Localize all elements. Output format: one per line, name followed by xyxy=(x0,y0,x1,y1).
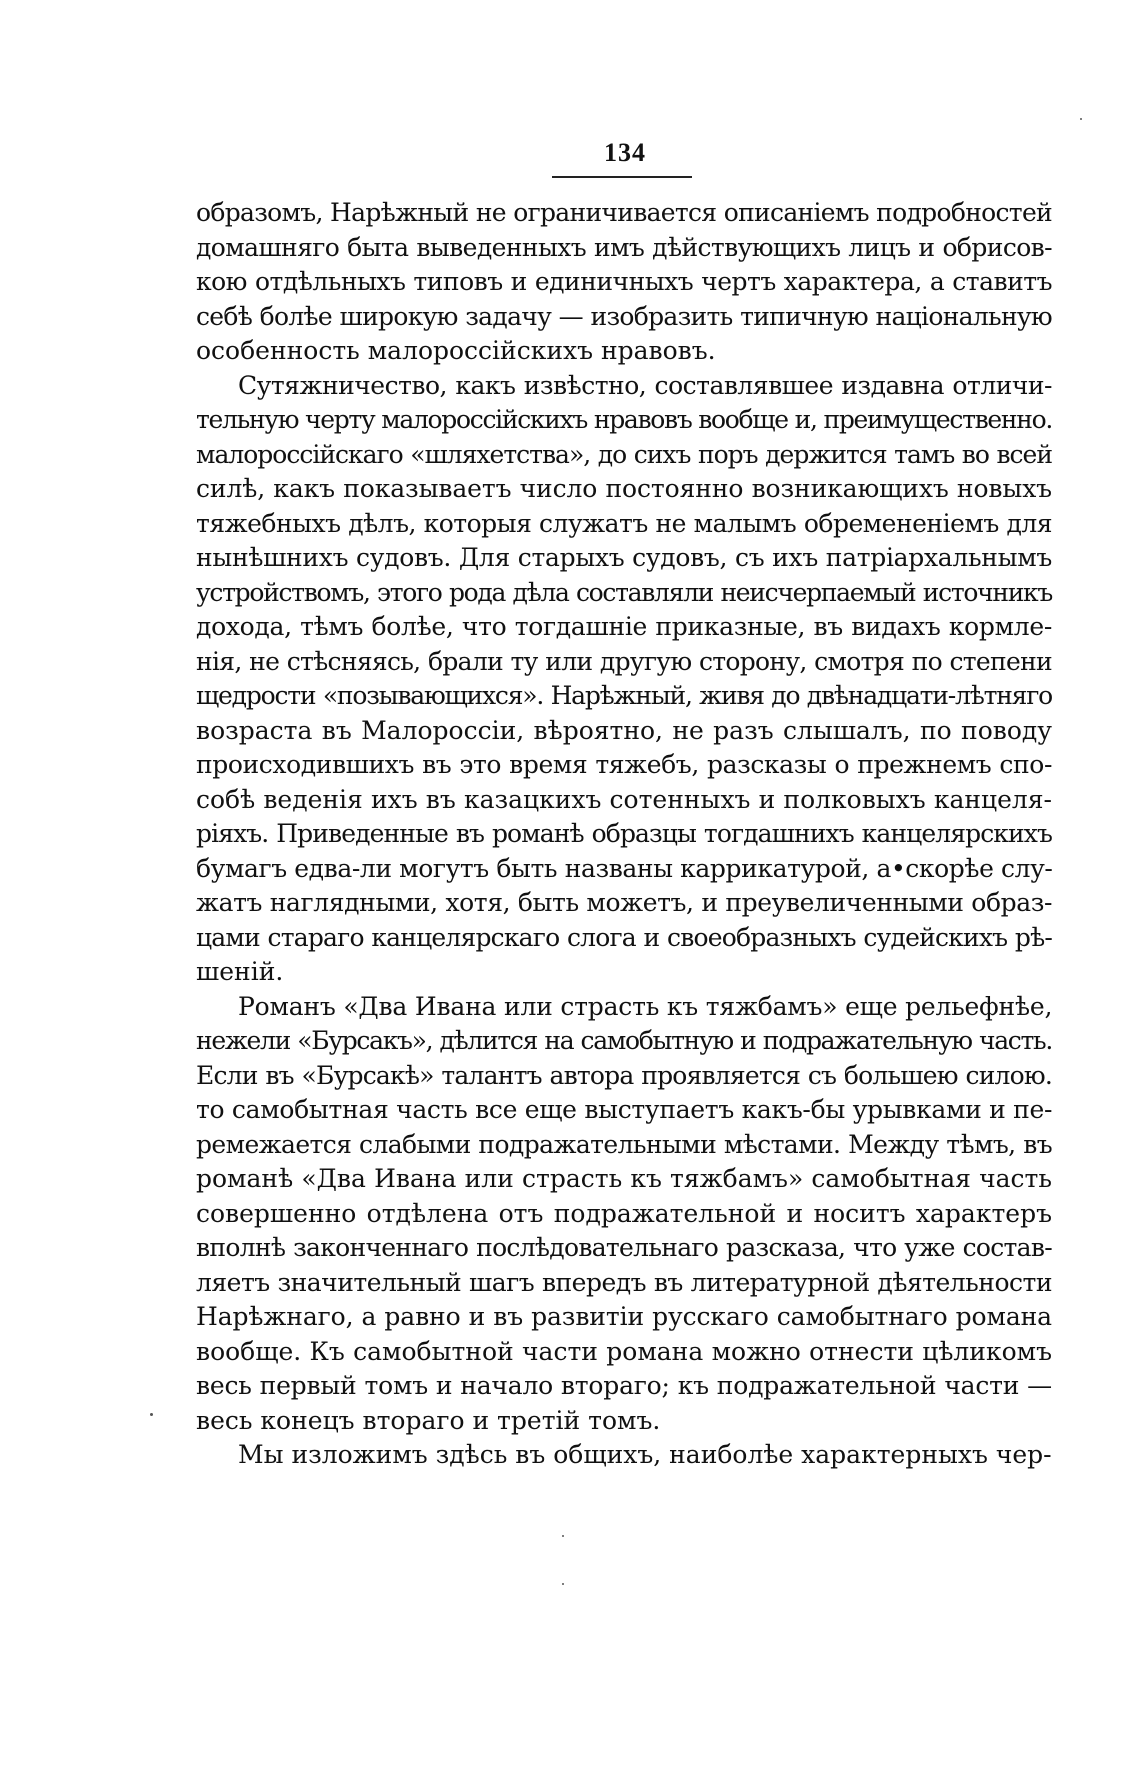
text-line: дохода, тѣмъ болѣе, что тогдашніе приказные, въ видахъ кормле- xyxy=(196,612,1052,641)
text-line: бумагъ едва-ли могутъ быть названы каррикатурой, а•скорѣе слу- xyxy=(196,853,1053,883)
text-line: Если въ «Бурсакѣ» талантъ автора проявляется съ большею силою. xyxy=(196,1060,1052,1090)
text-line: особенность малороссійскихъ нравовъ. xyxy=(196,336,716,365)
text-line: нія, не стѣсняясь, брали ту или другую сторону, смотря по степени xyxy=(196,646,1052,676)
page-number-rule xyxy=(552,176,692,178)
text-line: шеній. xyxy=(196,957,284,986)
text-line: романѣ «Два Ивана или страсть къ тяжбамъ» самобытная часть xyxy=(196,1164,1052,1193)
text-line: Романъ «Два Ивана или страсть къ тяжбамъ» еще рельефнѣе, xyxy=(238,991,1053,1021)
text-line: ріяхъ. Приведенные въ романѣ образцы тогдашнихъ канцелярскихъ xyxy=(196,819,1052,848)
text-line: образомъ, Нарѣжный не ограничивается описаніемъ подробностей xyxy=(196,198,1052,227)
paragraph xyxy=(196,1438,1052,1473)
text-line: вообще. Къ самобытной части романа можно отнести цѣликомъ xyxy=(196,1336,1052,1366)
text-line: нежели «Бурсакъ», дѣлится на самобытную и подражательную часть. xyxy=(196,1026,1052,1055)
text-line: собѣ веденія ихъ въ казацкихъ сотенныхъ и полковыхъ канцеля- xyxy=(196,784,1052,814)
text-line: тельную черту малороссійскихъ нравовъ вообще и, преимущественно. xyxy=(196,405,1052,434)
text-line: кою отдѣльныхъ типовъ и единичныхъ чертъ характера, а ставитъ xyxy=(196,267,1052,296)
text-line: себѣ болѣе широкую задачу — изобразить типичную національную xyxy=(196,301,1052,331)
text-line: домашняго быта выведенныхъ имъ дѣйствующихъ лицъ и обрисов- xyxy=(196,232,1052,262)
text-line: возраста въ Малороссіи, вѣроятно, не разъ слышалъ, по поводу xyxy=(196,715,1052,745)
paragraph xyxy=(196,196,1052,369)
paragraph xyxy=(196,369,1052,990)
scan-speck xyxy=(1080,118,1082,120)
scan-speck xyxy=(150,1413,153,1416)
text-line: весь первый томъ и начало втораго; къ подражательной части — xyxy=(196,1371,1052,1400)
text-line: жатъ наглядными, хотя, быть можетъ, и преувеличенными образ- xyxy=(196,888,1052,917)
text-line: нынѣшнихъ судовъ. Для старыхъ судовъ, съ ихъ патріархальнымъ xyxy=(196,543,1052,572)
text-line: совершенно отдѣлена отъ подражательной и носитъ характеръ xyxy=(196,1198,1052,1228)
text-line: Мы изложимъ здѣсь въ общихъ, наиболѣе характерныхъ чер- xyxy=(238,1440,1052,1469)
paragraph xyxy=(196,990,1052,1439)
text-line: цами стараго канцелярскаго слога и своеобразныхъ судейскихъ рѣ- xyxy=(196,922,1052,952)
text-line: щедрости «позывающихся». Нарѣжный, живя до двѣнадцати-лѣтняго xyxy=(196,681,1052,710)
text-line: Нарѣжнаго, а равно и въ развитіи русскаго самобытнаго романа xyxy=(196,1302,1052,1331)
scan-speck xyxy=(562,1583,564,1585)
text-line: устройствомъ, этого рода дѣла составляли неисчерпаемый источникъ xyxy=(196,577,1052,607)
text-line: малороссійскаго «шляхетства», до сихъ поръ держится тамъ во всей xyxy=(196,439,1052,469)
text-line: Сутяжничество, какъ извѣстно, составлявшее издавна отличи- xyxy=(238,370,1052,400)
text-line: весь конецъ втораго и третій томъ. xyxy=(196,1405,661,1435)
text-line: ляетъ значительный шагъ впередъ въ литературной дѣятельности xyxy=(196,1267,1052,1297)
text-line: силѣ, какъ показываетъ число постоянно возникающихъ новыхъ xyxy=(196,474,1052,503)
page-number: 134 xyxy=(604,138,646,167)
text-line: вполнѣ законченнаго послѣдовательнаго разсказа, что уже состав- xyxy=(196,1233,1052,1262)
text-line: происходившихъ въ это время тяжебъ, разсказы о прежнемъ спо- xyxy=(196,750,1052,779)
text-line: то самобытная часть все еще выступаетъ какъ-бы урывками и пе- xyxy=(196,1095,1053,1124)
text-line: ремежается слабыми подражательными мѣстами. Между тѣмъ, въ xyxy=(196,1129,1052,1159)
text-line: тяжебныхъ дѣлъ, которыя служатъ не малымъ обремененіемъ для xyxy=(196,508,1052,538)
page-text xyxy=(196,196,1052,1473)
scan-speck xyxy=(562,1535,564,1537)
